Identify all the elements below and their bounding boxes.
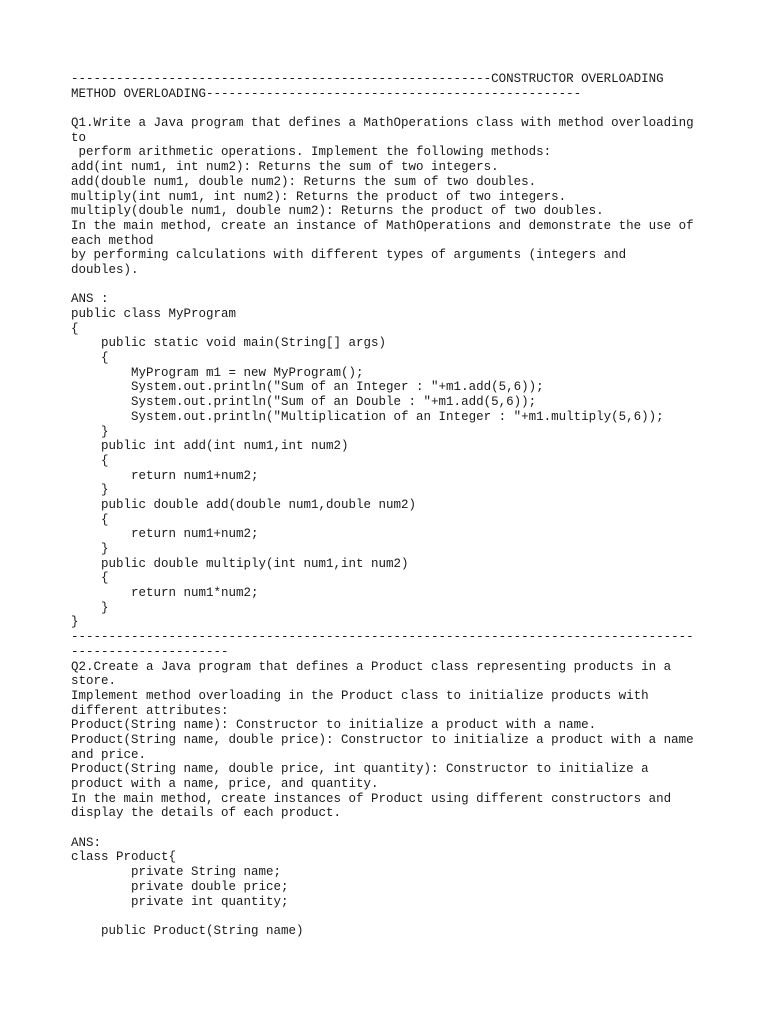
blank-line xyxy=(71,821,711,836)
question-2-text: Implement method overloading in the Product class to initialize products with xyxy=(71,688,649,703)
code-line: { xyxy=(71,453,109,468)
question-2-text: Product(String name, double price, int quantity): Constructor to initialize a xyxy=(71,762,649,777)
code-line: public double add(double num1,double num2) xyxy=(71,497,417,512)
code-line: { xyxy=(71,512,109,527)
code-line: { xyxy=(71,351,109,366)
code-line: return num1+num2; xyxy=(71,468,259,483)
code-line: private String name; xyxy=(71,865,282,880)
code-line: public int add(int num1,int num2) xyxy=(71,439,349,454)
question-2-text: product with a name, price, and quantity. xyxy=(71,777,379,791)
answer-label: ANS : xyxy=(71,292,109,307)
code-line: System.out.println("Multiplication of an Integer : "+m1.multiply(5,6)); xyxy=(71,409,664,424)
code-line: } xyxy=(71,600,109,615)
question-2-text: In the main method, create instances of Product using different constructors and xyxy=(71,791,672,806)
code-line: public static void main(String[] args) xyxy=(71,336,387,351)
question-2-text: different attributes: xyxy=(71,703,229,718)
question-1-text: add(int num1, int num2): Returns the sum of two integers. xyxy=(71,160,499,175)
code-line: } xyxy=(71,483,109,498)
question-1-text: Q1.Write a Java program that defines a MathOperations class with method overloading xyxy=(71,116,694,131)
separator-line: ----------------------------------------------------------------------------------- xyxy=(71,630,694,645)
blank-line xyxy=(71,101,711,116)
code-line: public double multiply(int num1,int num2) xyxy=(71,556,409,571)
question-2-text: store. xyxy=(71,674,117,689)
blank-line xyxy=(71,909,711,924)
heading-line: METHOD OVERLOADING-------------------------------------------------- xyxy=(71,86,582,101)
question-1-text: add(double num1, double num2): Returns the sum of two doubles. xyxy=(71,174,537,189)
heading-line: --------------------------------------------------------CONSTRUCTOR OVERLOADING xyxy=(71,72,664,86)
code-line: { xyxy=(71,321,79,336)
code-line: { xyxy=(71,571,109,586)
code-line: private double price; xyxy=(71,879,289,894)
code-line: public Product(String name) xyxy=(71,923,304,938)
code-line: } xyxy=(71,542,109,556)
blank-line xyxy=(71,278,711,293)
question-2-text: Q2.Create a Java program that defines a Product class representing products in a xyxy=(71,659,672,674)
code-line: MyProgram m1 = new MyProgram(); xyxy=(71,365,364,380)
document-page xyxy=(71,72,711,939)
code-line: private int quantity; xyxy=(71,894,289,909)
question-1-text: each method xyxy=(71,233,154,248)
question-2-text: Product(String name, double price): Constructor to initialize a product with a name xyxy=(71,732,694,747)
code-line: class Product{ xyxy=(71,850,177,865)
question-1-text: doubles). xyxy=(71,262,139,277)
question-2-text: Product(String name): Constructor to initialize a product with a name. xyxy=(71,718,597,733)
code-line: System.out.println("Sum of an Integer : "+m1.add(5,6)); xyxy=(71,380,544,395)
code-line: System.out.println("Sum of an Double : "+m1.add(5,6)); xyxy=(71,395,537,410)
code-line: } xyxy=(71,424,109,439)
question-1-text: multiply(int num1, int num2): Returns the product of two integers. xyxy=(71,189,567,204)
question-1-text: to xyxy=(71,130,87,145)
question-1-text: perform arithmetic operations. Implement the following methods: xyxy=(71,145,552,160)
separator-line: --------------------- xyxy=(71,644,229,659)
question-1-text: multiply(double num1, double num2): Returns the product of two doubles. xyxy=(71,204,604,219)
question-2-text: and price. xyxy=(71,747,147,762)
code-line: } xyxy=(71,615,79,630)
code-line: return num1+num2; xyxy=(71,527,259,542)
question-2-text: display the details of each product. xyxy=(71,806,342,821)
code-line: public class MyProgram xyxy=(71,307,237,321)
question-1-text: In the main method, create an instance of MathOperations and demonstrate the use of xyxy=(71,218,694,233)
code-line: return num1*num2; xyxy=(71,586,259,601)
question-1-text: by performing calculations with different types of arguments (integers and xyxy=(71,248,627,263)
answer-label: ANS: xyxy=(71,835,102,850)
